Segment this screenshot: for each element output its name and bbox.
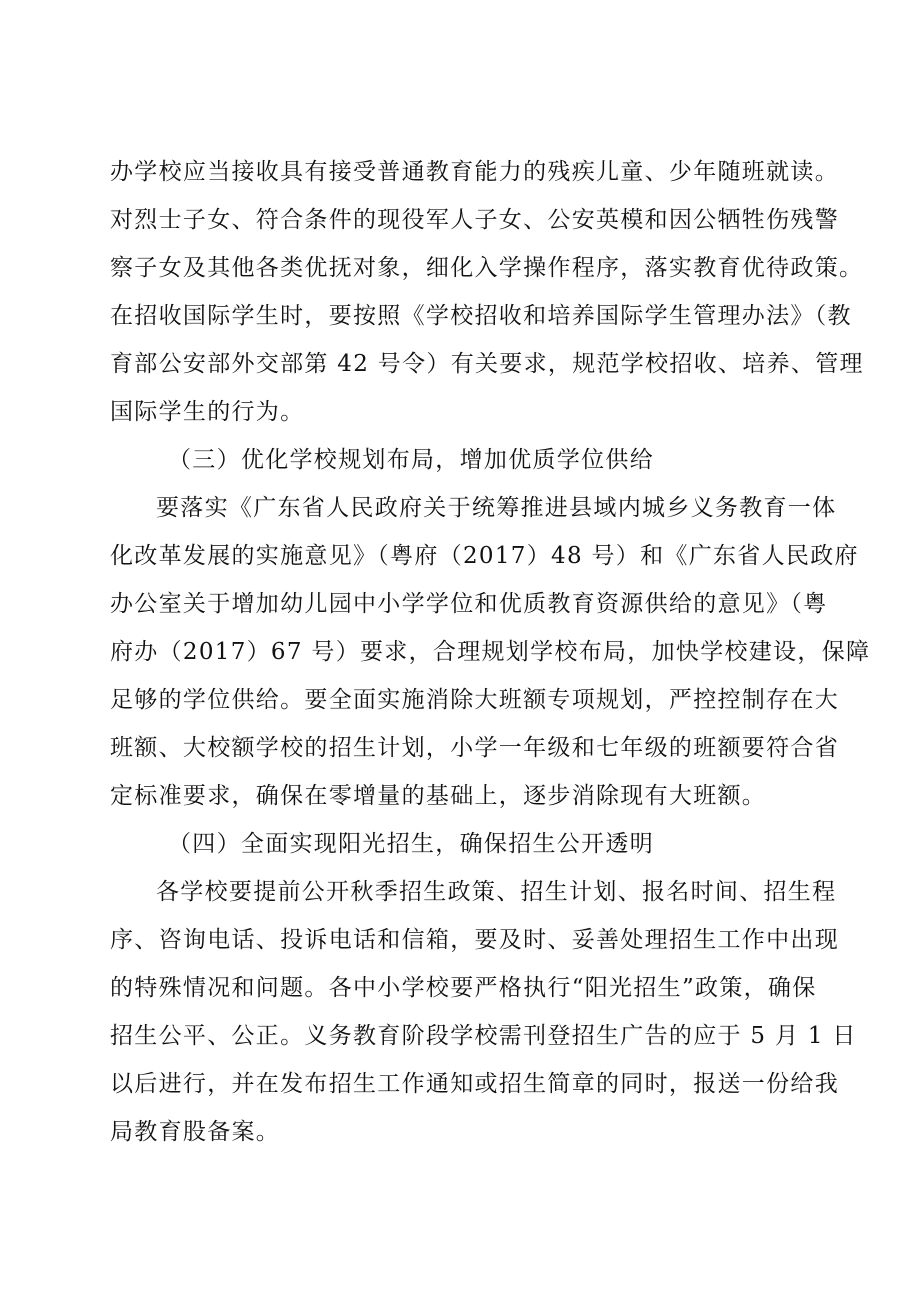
paragraph-line: 在招收国际学生时，要按照《学校招收和培养国际学生管理办法》（教	[110, 303, 852, 329]
paragraph-line: 局教育股备案。	[110, 1119, 281, 1145]
paragraph-line: 育部公安部外交部第 42 号令）有关要求，规范学校招收、培养、管理	[110, 351, 864, 377]
section-heading-4: （四）全面实现阳光招生，确保招生公开透明	[168, 831, 654, 857]
paragraph-line: 察子女及其他各类优抚对象，细化入学操作程序，落实教育优待政策。	[110, 255, 864, 281]
paragraph-line: 要落实《广东省人民政府关于统筹推进县域内城乡义务教育一体	[156, 495, 837, 521]
paragraph-line: 化改革发展的实施意见》（粤府（2017）48 号）和《广东省人民政府	[110, 543, 859, 569]
paragraph-line: 定标准要求，确保在零增量的基础上，逐步消除现有大班额。	[110, 783, 767, 809]
paragraph-line: 办学校应当接收具有接受普通教育能力的残疾儿童、少年随班就读。	[110, 159, 839, 185]
paragraph-line: 的特殊情况和问题。各中小学校要严格执行“阳光招生”政策，确保	[110, 975, 817, 1001]
paragraph-line: 招生公平、公正。义务教育阶段学校需刊登招生广告的应于 5 月 1 日	[110, 1023, 857, 1049]
paragraph-line: 各学校要提前公开秋季招生政策、招生计划、报名时间、招生程	[156, 879, 837, 905]
paragraph-line: 国际学生的行为。	[110, 399, 305, 425]
paragraph-line: 府办（2017）67 号）要求，合理规划学校布局，加快学校建设，保障	[110, 639, 871, 665]
paragraph-line: 以后进行，并在发布招生工作通知或招生简章的同时，报送一份给我	[110, 1071, 839, 1097]
paragraph-line: 序、咨询电话、投诉电话和信箱，要及时、妥善处理招生工作中出现	[110, 927, 839, 953]
paragraph-line: 足够的学位供给。要全面实施消除大班额专项规划，严控控制存在大	[110, 687, 839, 713]
paragraph-line: 班额、大校额学校的招生计划，小学一年级和七年级的班额要符合省	[110, 735, 839, 761]
paragraph-line: 办公室关于增加幼儿园中小学学位和优质教育资源供给的意见》（粤	[110, 591, 828, 617]
paragraph-line: 对烈士子女、符合条件的现役军人子女、公安英模和因公牺牲伤残警	[110, 207, 839, 233]
section-heading-3: （三）优化学校规划布局，增加优质学位供给	[168, 447, 654, 473]
